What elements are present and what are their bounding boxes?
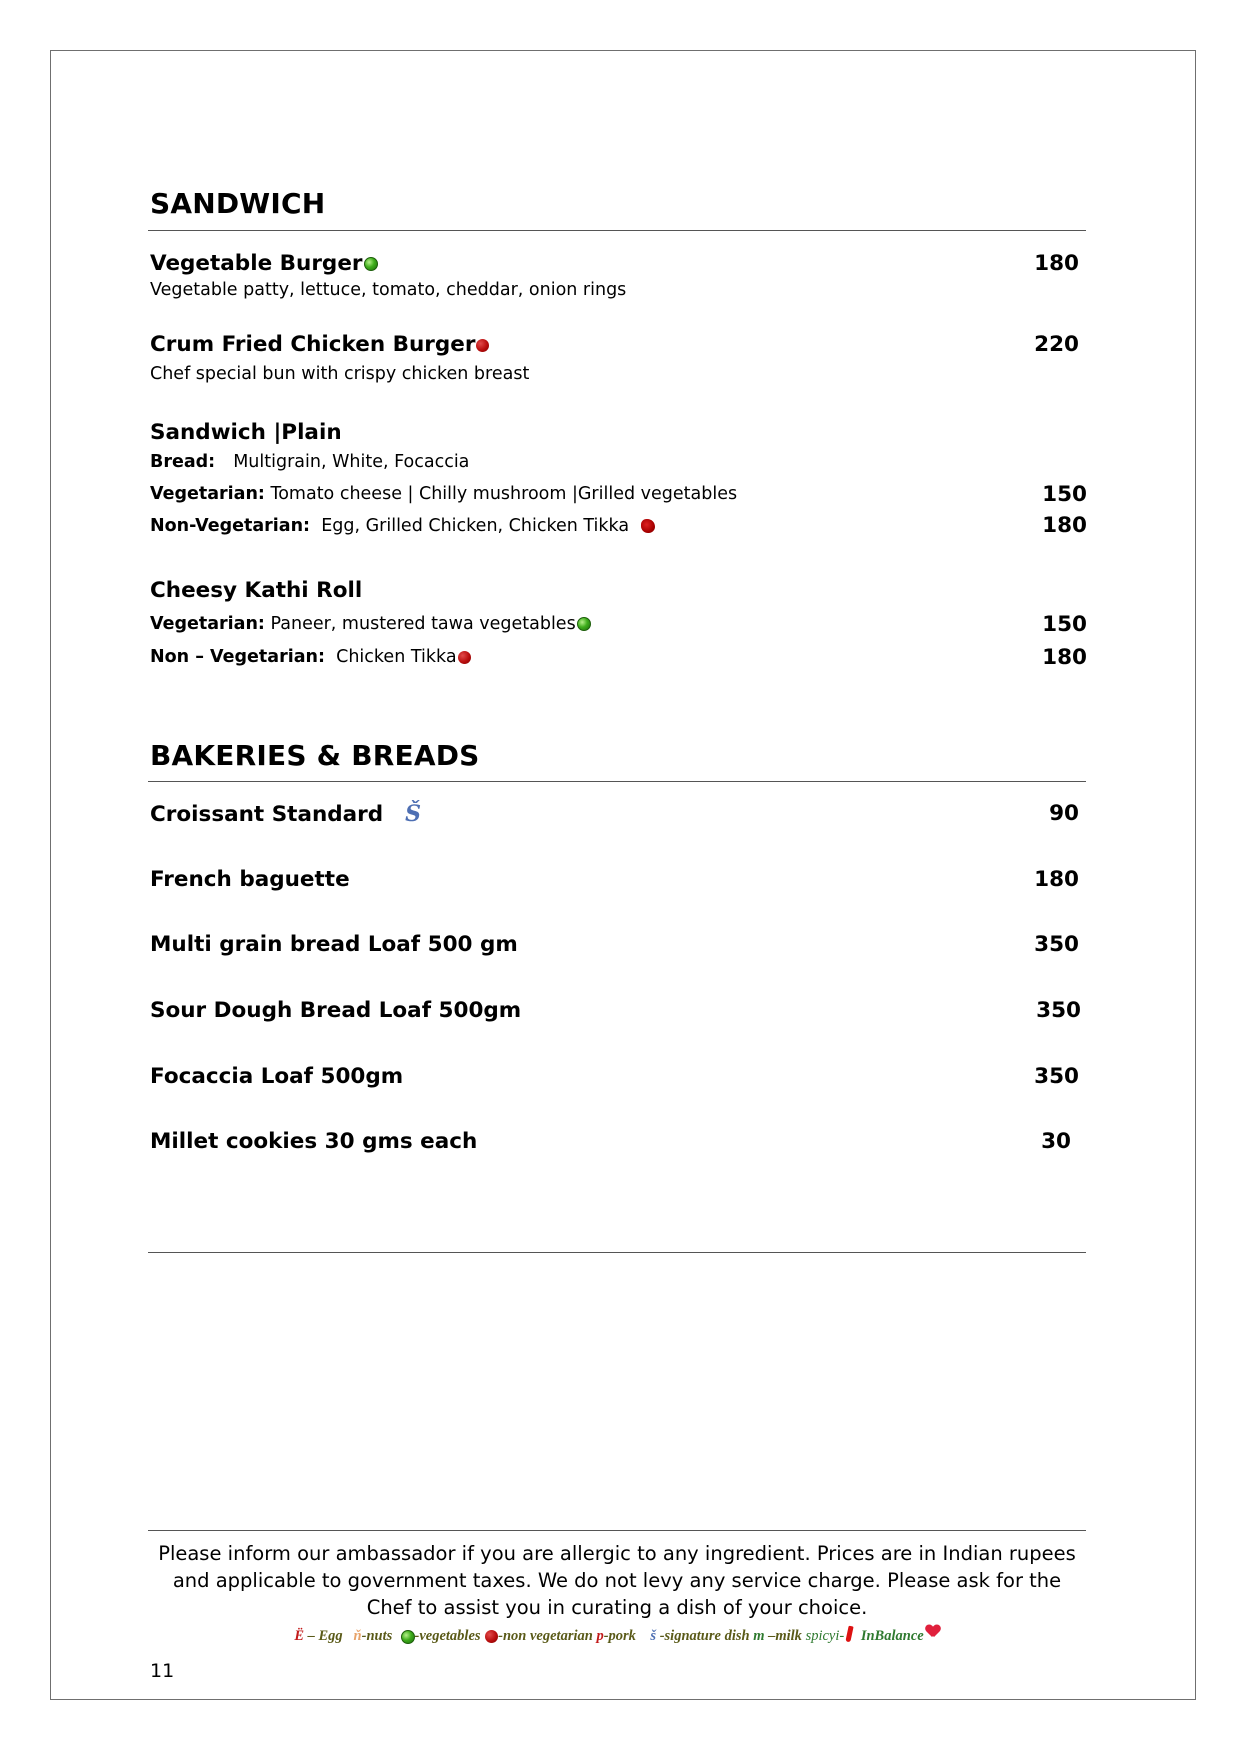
nuts-symbol: ň xyxy=(353,1628,362,1644)
menu-item-name: Croissant Standard Š xyxy=(150,801,422,827)
footer-divider xyxy=(148,1530,1086,1531)
menu-item-price: 180 xyxy=(1042,513,1087,538)
menu-item-name: Cheesy Kathi Roll xyxy=(150,578,363,603)
non-veg-dot-icon xyxy=(458,651,471,664)
menu-item-price: 90 xyxy=(1049,801,1079,826)
menu-item-name: Sour Dough Bread Loaf 500gm xyxy=(150,998,522,1023)
milk-symbol: m xyxy=(753,1628,765,1644)
menu-item-description: Chef special bun with crispy chicken breast xyxy=(150,364,530,384)
menu-item-name: Millet cookies 30 gms each xyxy=(150,1129,478,1154)
menu-item-price: 350 xyxy=(1034,1064,1079,1089)
menu-item-price: 180 xyxy=(1034,251,1079,276)
dietary-legend: Ë – Egg ň-nuts -vegetables -non vegetarian p-pork š -signature dish m –milk spicyi- InBalance xyxy=(148,1625,1086,1645)
menu-item-description: Vegetable patty, lettuce, tomato, cheddar, onion rings xyxy=(150,280,627,300)
page-number: 11 xyxy=(150,1660,175,1682)
menu-item-price: 180 xyxy=(1034,867,1079,892)
menu-item-name: French baguette xyxy=(150,867,350,892)
bread-options: Bread: Multigrain, White, Focaccia xyxy=(150,452,470,472)
non-veg-dot-icon xyxy=(476,339,489,352)
menu-item-name: Crum Fried Chicken Burger xyxy=(150,332,489,357)
vegetarian-options: Vegetarian: Tomato cheese | Chilly mushroom |Grilled vegetables xyxy=(150,484,738,504)
non-vegetarian-options: Non – Vegetarian: Chicken Tikka xyxy=(150,647,471,667)
menu-item-price: 150 xyxy=(1042,482,1087,507)
pork-symbol: p xyxy=(596,1628,604,1644)
section-divider xyxy=(148,781,1086,782)
veg-dot-icon xyxy=(401,1630,415,1644)
vegetarian-options: Vegetarian: Paneer, mustered tawa vegetables xyxy=(150,614,591,634)
menu-item-name: Focaccia Loaf 500gm xyxy=(150,1064,404,1089)
signature-symbol: š xyxy=(650,1628,657,1644)
menu-item-price: 350 xyxy=(1036,998,1081,1023)
menu-item-price: 220 xyxy=(1034,332,1079,357)
menu-item-price: 30 xyxy=(1041,1129,1071,1154)
veg-dot-icon xyxy=(364,257,378,271)
non-veg-dot-icon xyxy=(641,519,655,533)
sandwich-section-title: SANDWICH xyxy=(150,187,326,220)
menu-item-price: 350 xyxy=(1034,932,1079,957)
bakeries-section-title: BAKERIES & BREADS xyxy=(150,739,480,772)
section-divider xyxy=(148,1252,1086,1253)
non-vegetarian-options: Non-Vegetarian: Egg, Grilled Chicken, Chicken Tikka xyxy=(150,516,655,536)
section-divider xyxy=(148,230,1086,231)
menu-item-name: Vegetable Burger xyxy=(150,251,378,276)
menu-item-name: Multi grain bread Loaf 500 gm xyxy=(150,932,518,957)
menu-item-price: 180 xyxy=(1042,645,1087,670)
heart-icon xyxy=(926,1625,940,1638)
veg-dot-icon xyxy=(577,617,591,631)
signature-dish-icon: Š xyxy=(405,801,422,827)
allergy-note: Please inform our ambassador if you are allergic to any ingredient. Prices are in Indian rupees and applicable to government taxes. We do not levy any service charge. Please ask for the Chef to assist you in curating a dish of your choice. xyxy=(158,1542,1076,1619)
non-veg-dot-icon xyxy=(485,1630,498,1643)
chili-icon xyxy=(846,1626,854,1643)
menu-item-price: 150 xyxy=(1042,612,1087,637)
egg-symbol: Ë xyxy=(294,1628,304,1644)
menu-item-name: Sandwich |Plain xyxy=(150,420,342,445)
